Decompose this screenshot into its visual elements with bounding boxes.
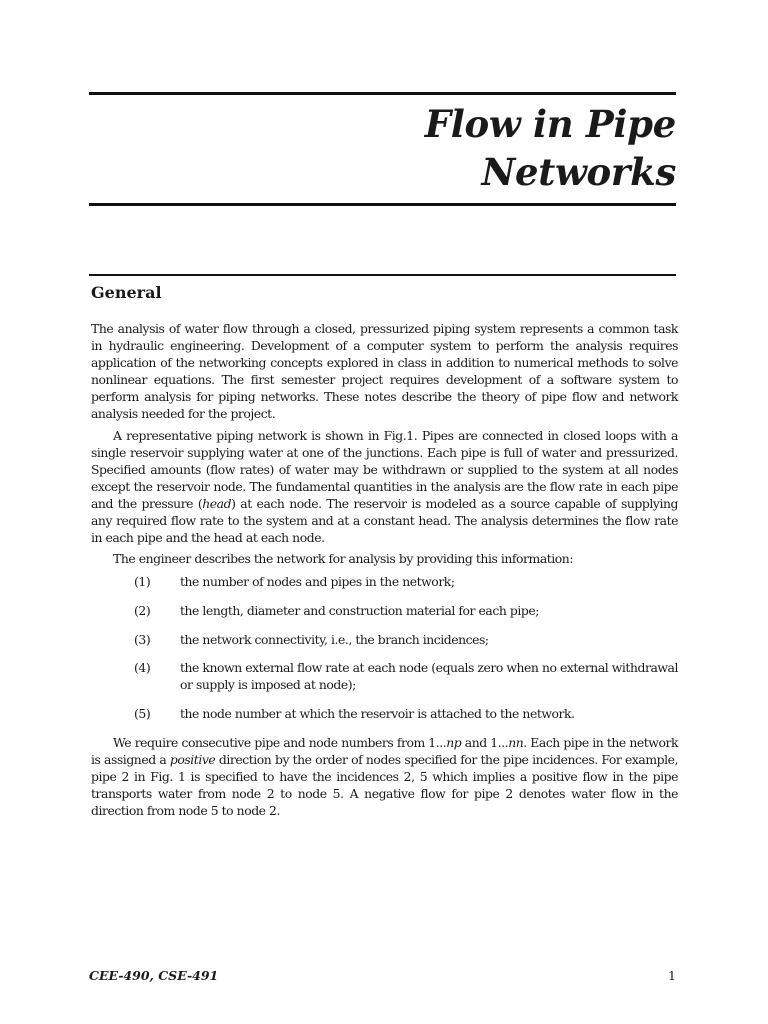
list-item bbox=[91, 705, 678, 722]
body-text bbox=[91, 320, 678, 823]
list-item-text: the known external flow rate at each node (equals zero when no external withdrawal or supply is imposed at node); bbox=[180, 660, 678, 693]
paragraph-3: The engineer describes the network for analysis by providing this information: bbox=[113, 551, 574, 567]
list-item-number: (1) bbox=[134, 574, 151, 590]
list-item-text: the number of nodes and pipes in the network; bbox=[180, 574, 455, 590]
paragraph-2 bbox=[91, 427, 678, 547]
list-item bbox=[91, 573, 678, 590]
np-term: np bbox=[446, 734, 462, 750]
list-item-text: the network connectivity, i.e., the branch incidences; bbox=[180, 631, 489, 647]
list-item bbox=[91, 659, 678, 693]
section-heading: General bbox=[91, 283, 162, 302]
page-title bbox=[116, 100, 676, 196]
list-item bbox=[91, 602, 678, 619]
positive-term: positive bbox=[169, 751, 216, 767]
info-list bbox=[91, 573, 678, 722]
page-number: 1 bbox=[668, 968, 676, 983]
top-rule bbox=[89, 92, 676, 95]
list-item-text: the node number at which the reservoir is attached to the network. bbox=[180, 706, 575, 722]
title-line-2: Networks bbox=[481, 150, 676, 194]
paragraph-2-part-b: ) at each node. The reservoir is modeled as a source capable of supplying any required flow rate to the system and at a constant head. The analysis determines the flow rate in each pipe and the head at each node. bbox=[91, 495, 678, 546]
paragraph-4-part-a: We require consecutive pipe and node numbers from 1... bbox=[113, 734, 447, 750]
section-rule bbox=[89, 274, 676, 276]
list-item bbox=[91, 631, 678, 648]
head-term: head bbox=[202, 495, 232, 511]
list-item-text: the length, diameter and construction material for each pipe; bbox=[180, 603, 539, 618]
title-line-1: Flow in Pipe bbox=[424, 102, 676, 146]
paragraph-2-part-a: A representative piping network is shown in Fig.1. Pipes are connected in closed loops with a single reservoir supplying water at one of the junctions. Each pipe is full of water and pressurized. Specified amounts (flow rates) of water may be withdrawn or supplied to the system at all nodes except the reservoir node. The fundamental quantities in the analysis are the flow rate in each pipe and the pressure ( bbox=[91, 427, 678, 511]
paragraph-4 bbox=[91, 734, 678, 819]
paragraph-4-part-d: direction by the order of nodes specified for the pipe incidences. For example, pipe 2 in Fig. 1 is specified to have the incidences 2, 5 which implies a positive flow in the pipe transports water from node 2 to node 5. A negative flow for pipe 2 denotes water flow in the direction from node 5 to node 2. bbox=[91, 751, 679, 819]
footer-course: CEE-490, CSE-491 bbox=[89, 968, 219, 983]
paragraph-4-part-b: and 1... bbox=[461, 734, 509, 750]
paragraph-1: The analysis of water flow through a closed, pressurized piping system represents a common task in hydraulic engineering. Development of a computer system to perform the analysis requires application of the networking concepts explored in class in addition to numerical methods to solve nonlinear equations. The first semester project requires development of a software system to perform analysis for piping networks. These notes describe the theory of pipe flow and network analysis needed for the project. bbox=[91, 321, 678, 422]
list-item-number: (3) bbox=[134, 631, 151, 647]
list-item-number: (4) bbox=[134, 660, 151, 676]
title-bottom-rule bbox=[89, 203, 676, 206]
list-item-number: (5) bbox=[134, 706, 151, 722]
paragraph-4-part-c: . Each pipe in the network is assigned a bbox=[91, 734, 679, 767]
list-item-number: (2) bbox=[134, 603, 151, 618]
nn-term: nn bbox=[508, 734, 524, 750]
